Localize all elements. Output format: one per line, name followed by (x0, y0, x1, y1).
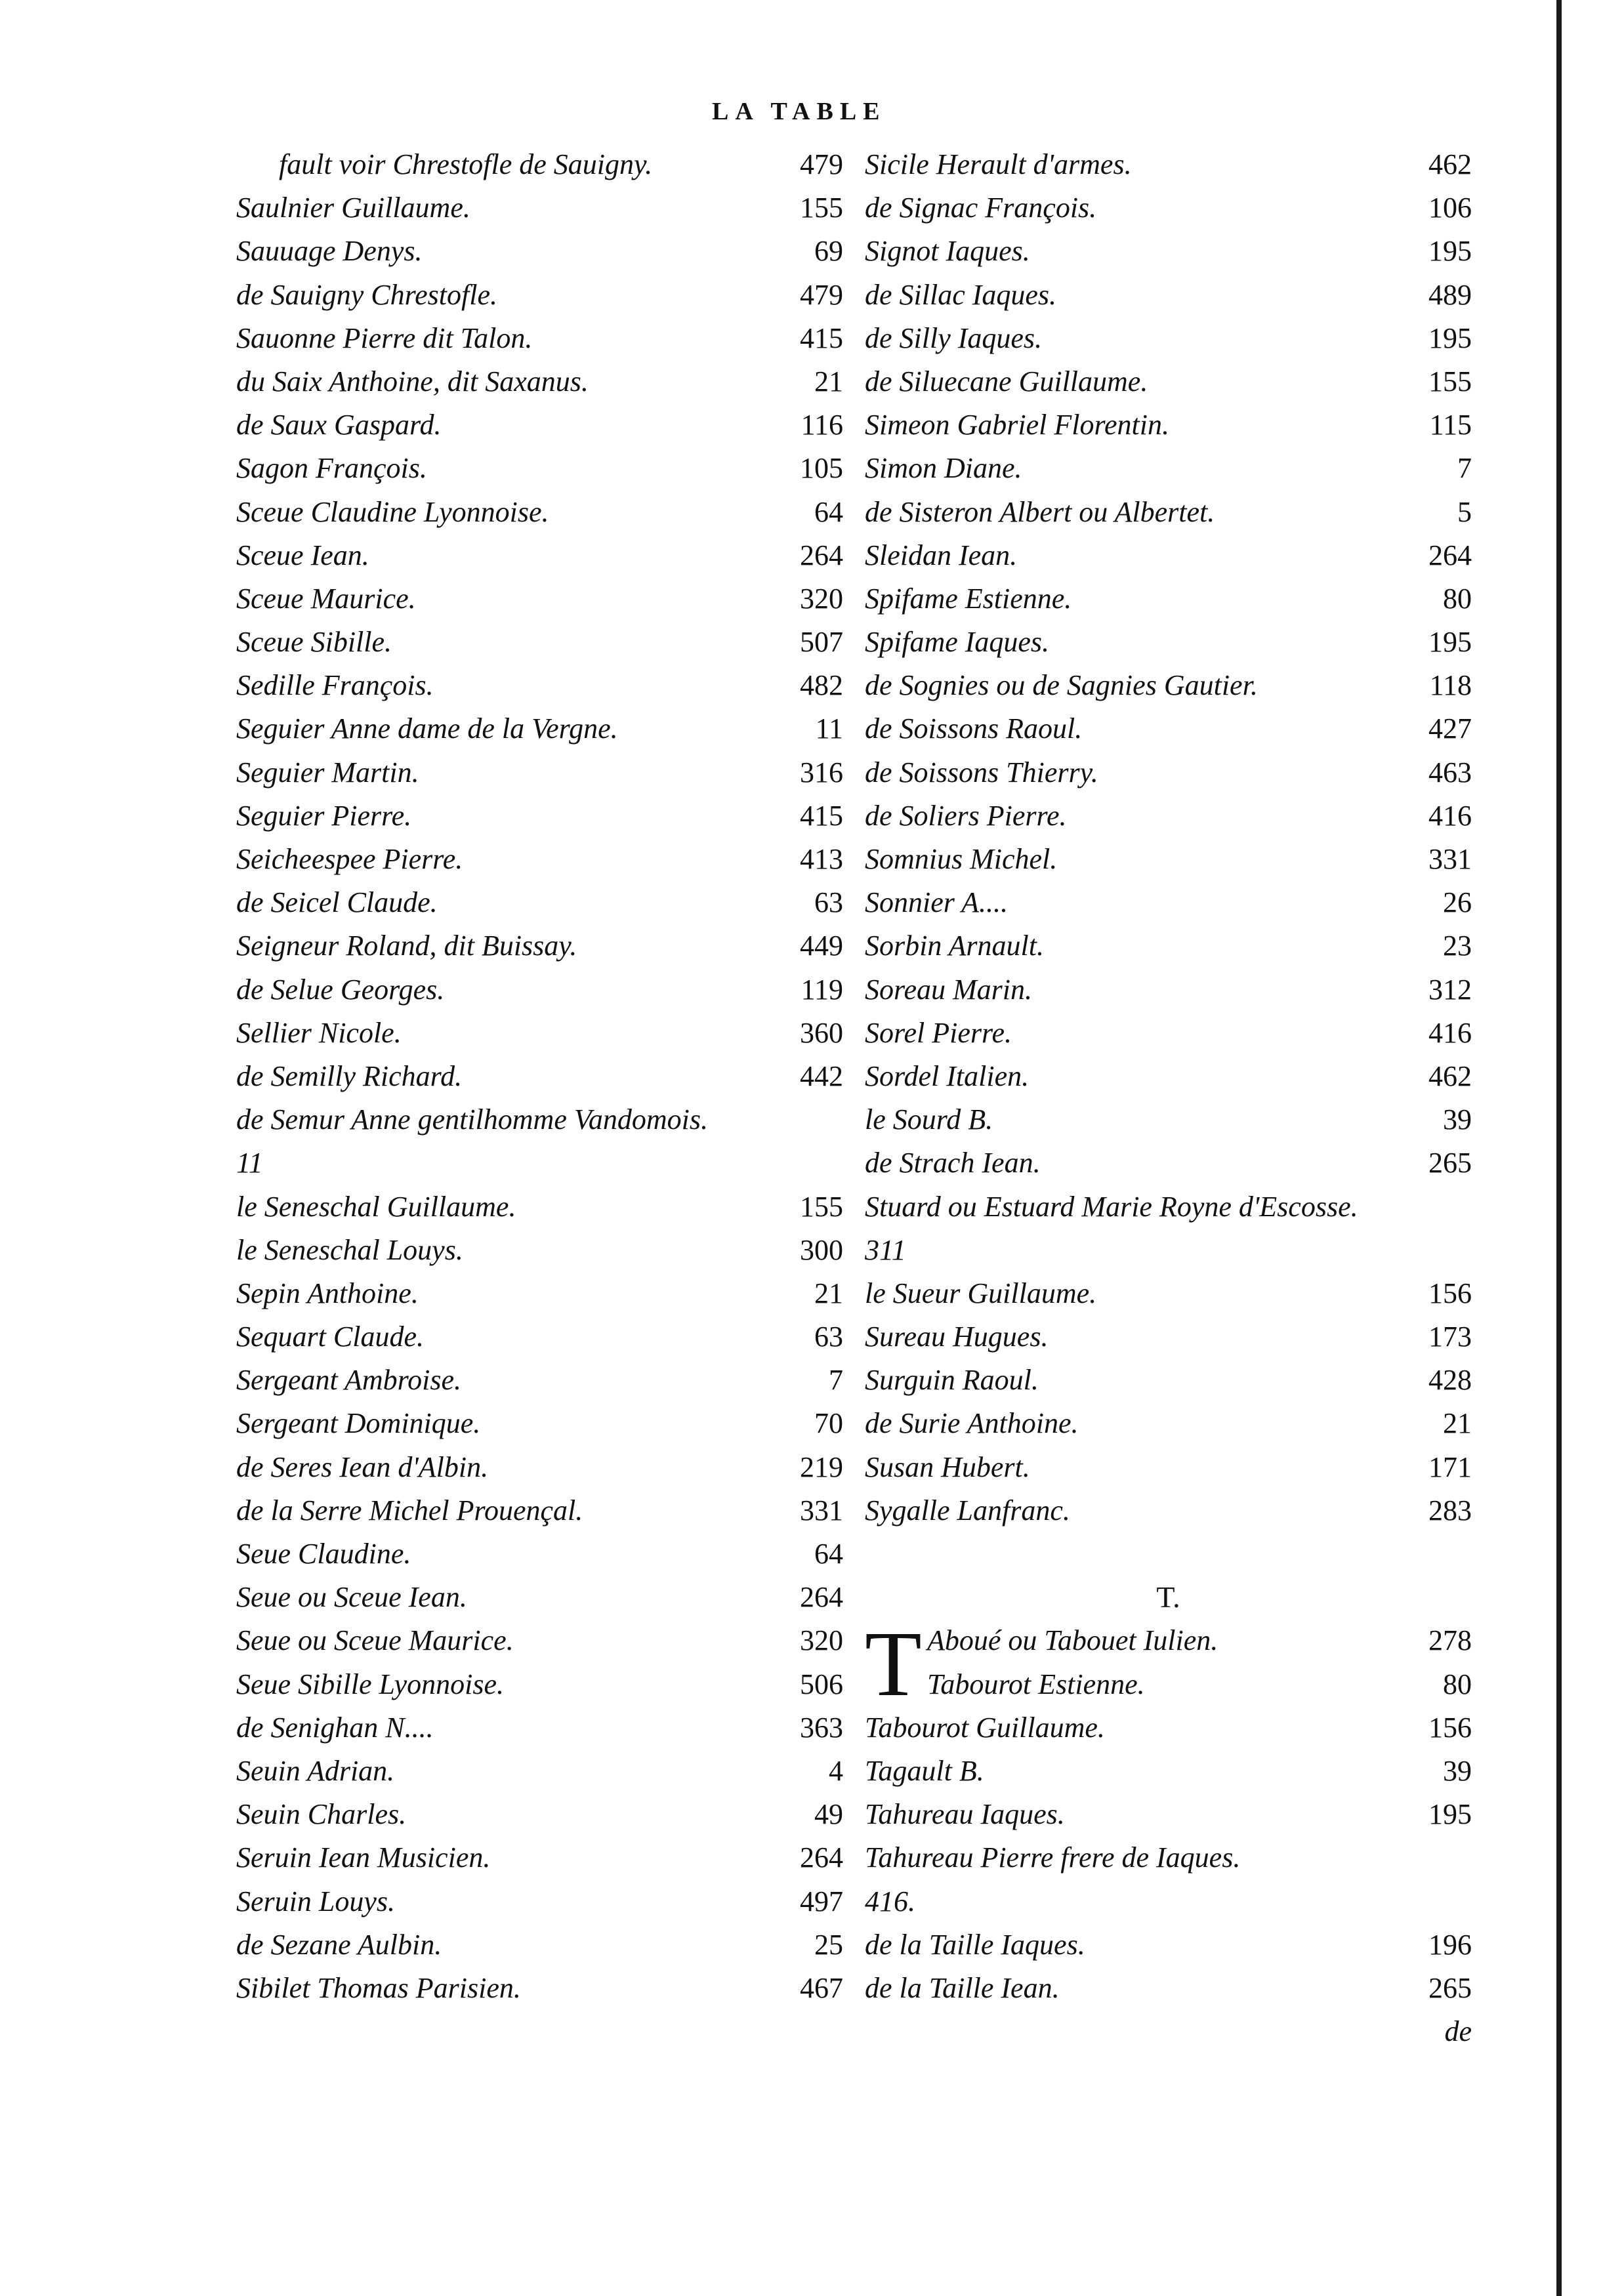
page-number: 413 (800, 843, 843, 875)
page-number: 265 (1428, 1971, 1472, 2004)
entry-name: le Sourd B. (865, 1103, 993, 1136)
blank-line (865, 1532, 1472, 1576)
page-number: 195 (1428, 1798, 1472, 1831)
entry-name: de Signac François. (865, 192, 1097, 224)
entry-name: de Sognies ou de Sagnies Gautier. (865, 669, 1258, 702)
entry-name: Sellier Nicole. (236, 1016, 402, 1049)
entry-name: Tagault B. (865, 1754, 984, 1787)
index-entry (865, 317, 1472, 360)
page-number: 264 (1428, 539, 1472, 571)
dropcap-block (865, 1612, 1472, 1716)
page-number: 21 (814, 365, 843, 398)
index-entry (236, 1055, 843, 1098)
index-entry (236, 1272, 843, 1315)
index-entry (865, 1750, 1472, 1793)
entry-name: 311 (865, 1233, 906, 1266)
index-entry (236, 1923, 843, 1967)
index-entry (865, 1793, 1472, 1836)
index-entry (236, 621, 843, 664)
page-number: 195 (1428, 321, 1472, 354)
page-number: 26 (1443, 886, 1472, 919)
index-entry (236, 1489, 843, 1532)
index-entry (236, 794, 843, 838)
index-entry (865, 1663, 1472, 1706)
entry-name: de Seicel Claude. (236, 886, 438, 919)
page-number: 80 (1443, 1668, 1472, 1700)
entry-name: Sergeant Ambroise. (236, 1364, 461, 1397)
entry-name: Tabourot Guillaume. (865, 1711, 1105, 1744)
entry-name: Stuard ou Estuard Marie Royne d'Escosse. (865, 1190, 1358, 1223)
page-number: 156 (1428, 1711, 1472, 1744)
entry-name: Simeon Gabriel Florentin. (865, 409, 1169, 441)
page-number: 360 (800, 1016, 843, 1049)
index-entry (236, 881, 843, 924)
entry-name: Sauuage Denys. (236, 235, 423, 268)
entry-name: Sygalle Lanfranc. (865, 1494, 1070, 1527)
entry-name: de Saux Gaspard. (236, 409, 442, 441)
entry-name: Seue Sibille Lyonnoise. (236, 1668, 505, 1700)
page-number: 283 (1428, 1494, 1472, 1527)
index-entry (865, 274, 1472, 317)
entry-name: Sepin Anthoine. (236, 1277, 419, 1309)
index-entry (236, 664, 843, 707)
index-entry (865, 403, 1472, 447)
index-entry (865, 230, 1472, 273)
entry-name: de Semur Anne gentilhomme Vandomois. (236, 1103, 708, 1136)
index-entry (865, 794, 1472, 838)
entry-name: de Sisteron Albert ou Albertet. (865, 495, 1215, 528)
page-number: 463 (1428, 756, 1472, 789)
entry-name: Sorbin Arnault. (865, 930, 1045, 962)
index-entry (865, 1967, 1472, 2010)
entry-name: Tabourot Estienne. (927, 1668, 1145, 1700)
entry-name: 11 (236, 1147, 263, 1179)
index-entry (236, 1185, 843, 1229)
page-number: 69 (814, 235, 843, 268)
index-entry (865, 1706, 1472, 1750)
page-number: 264 (800, 1841, 843, 1874)
page-number: 23 (1443, 930, 1472, 962)
index-entry (865, 1315, 1472, 1359)
page-number: 7 (1457, 452, 1472, 485)
page-number: 64 (814, 1538, 843, 1570)
entry-name: Seuin Charles. (236, 1798, 407, 1831)
page-number: 4 (829, 1754, 843, 1787)
index-entry (865, 1098, 1472, 1141)
left-index-column (236, 143, 843, 2010)
index-entry (236, 968, 843, 1012)
index-entry (236, 143, 843, 186)
page-number: 196 (1428, 1928, 1472, 1961)
index-entry (236, 1880, 843, 1923)
section-letter-heading: T. (1156, 1580, 1180, 1614)
index-entry (865, 1619, 1472, 1662)
page-number: 155 (800, 192, 843, 224)
page-number: 70 (814, 1407, 843, 1440)
entry-name: de Soissons Raoul. (865, 712, 1083, 745)
entry-name: de Surie Anthoine. (865, 1407, 1079, 1440)
index-entry (236, 1446, 843, 1489)
entry-name: Sceue Iean. (236, 539, 369, 571)
page-number: 479 (800, 278, 843, 311)
page-number: 415 (800, 799, 843, 832)
page-number: 115 (1429, 409, 1472, 441)
entry-name: du Saix Anthoine, dit Saxanus. (236, 365, 589, 398)
page-number: 428 (1428, 1364, 1472, 1397)
page-number: 195 (1428, 626, 1472, 659)
index-entry (236, 1098, 843, 1141)
index-entry (236, 1532, 843, 1576)
catchword: de (1444, 2015, 1472, 2048)
entry-name: de Strach Iean. (865, 1147, 1041, 1179)
page-number: 264 (800, 539, 843, 571)
entry-name: Sordel Italien. (865, 1059, 1030, 1092)
index-entry (865, 707, 1472, 750)
page-number: 106 (1428, 192, 1472, 224)
index-entry (236, 1576, 843, 1619)
page-number: 467 (800, 1971, 843, 2004)
index-entry (236, 1967, 843, 2010)
page-number: 49 (814, 1798, 843, 1831)
index-entry (865, 664, 1472, 707)
page-number: 5 (1457, 495, 1472, 528)
page-number: 21 (1443, 1407, 1472, 1440)
entry-name: le Sueur Guillaume. (865, 1277, 1097, 1309)
page-number: 427 (1428, 712, 1472, 745)
entry-name: Aboué ou Tabouet Iulien. (927, 1624, 1218, 1657)
entry-name: Seigneur Roland, dit Buissay. (236, 930, 577, 962)
index-entry (236, 1663, 843, 1706)
entry-name: le Seneschal Guillaume. (236, 1190, 516, 1223)
index-entry (236, 838, 843, 881)
entry-name: Sleidan Iean. (865, 539, 1018, 571)
index-entry (865, 1272, 1472, 1315)
entry-name: de Senighan N.... (236, 1711, 434, 1744)
page-number: 489 (1428, 278, 1472, 311)
index-entry (236, 1619, 843, 1662)
page-number: 64 (814, 495, 843, 528)
entry-name: de la Taille Iean. (865, 1971, 1060, 2004)
index-entry (865, 1402, 1472, 1445)
entry-name: de la Taille Iaques. (865, 1928, 1085, 1961)
index-entry-continuation (865, 1880, 1472, 1923)
entry-name: de Soliers Pierre. (865, 799, 1067, 832)
entry-name: Soreau Marin. (865, 973, 1033, 1006)
entry-name: Seruin Louys. (236, 1885, 395, 1917)
page-number: 119 (801, 973, 843, 1006)
running-header: LA TABLE (712, 98, 886, 125)
index-entry (865, 1359, 1472, 1402)
entry-name: fault voir Chrestofle de Sauigny. (279, 148, 653, 180)
entry-name: Sibilet Thomas Parisien. (236, 1971, 521, 2004)
entry-name: Seue ou Sceue Maurice. (236, 1624, 514, 1657)
entry-name: Seuin Adrian. (236, 1754, 395, 1787)
entry-name: de Semilly Richard. (236, 1059, 463, 1092)
page-number: 331 (800, 1494, 843, 1527)
entry-name: 416. (865, 1885, 915, 1917)
index-entry (865, 881, 1472, 924)
entry-name: Sureau Hugues. (865, 1321, 1049, 1353)
entry-name: de Siluecane Guillaume. (865, 365, 1148, 398)
index-entry (865, 447, 1472, 490)
index-entry (236, 1012, 843, 1055)
entry-name: Seue Claudine. (236, 1538, 411, 1570)
entry-name: Seruin Iean Musicien. (236, 1841, 491, 1874)
index-entry (236, 403, 843, 447)
page-number: 219 (800, 1450, 843, 1483)
index-entry (865, 751, 1472, 794)
entry-name: Sagon François. (236, 452, 427, 485)
page-number: 39 (1443, 1754, 1472, 1787)
page-number: 320 (800, 582, 843, 615)
page-number: 320 (800, 1624, 843, 1657)
index-entry (236, 1359, 843, 1402)
entry-name: Sonnier A.... (865, 886, 1008, 919)
index-entry (236, 924, 843, 968)
page-number: 195 (1428, 235, 1472, 268)
page-number: 415 (800, 321, 843, 354)
page-number: 497 (800, 1885, 843, 1917)
index-entry (865, 1185, 1472, 1229)
page-number: 416 (1428, 1016, 1472, 1049)
entry-name: de Seres Iean d'Albin. (236, 1450, 489, 1483)
index-entry (865, 491, 1472, 534)
index-entry (236, 317, 843, 360)
page-number: 39 (1443, 1103, 1472, 1136)
entry-name: Seicheespee Pierre. (236, 843, 463, 875)
page-number: 506 (800, 1668, 843, 1700)
index-entry (236, 1315, 843, 1359)
page-number: 462 (1428, 148, 1472, 180)
entry-name: Seguier Anne dame de la Vergne. (236, 712, 618, 745)
index-entry (236, 1706, 843, 1750)
index-entry-continuation (236, 1141, 843, 1185)
index-entry (236, 1836, 843, 1879)
entry-name: Signot Iaques. (865, 235, 1030, 268)
page-number: 449 (800, 930, 843, 962)
index-entry (865, 577, 1472, 621)
index-entry (236, 707, 843, 750)
entry-name: Sceue Sibille. (236, 626, 392, 659)
entry-name: Tahureau Iaques. (865, 1798, 1065, 1831)
page-number: 80 (1443, 582, 1472, 615)
entry-name: Saulnier Guillaume. (236, 192, 470, 224)
page-number: 264 (800, 1581, 843, 1614)
entry-name: Seue ou Sceue Iean. (236, 1581, 467, 1614)
entry-name: Simon Diane. (865, 452, 1022, 485)
entry-name: Sequart Claude. (236, 1321, 424, 1353)
index-entry (236, 1229, 843, 1272)
index-entry (865, 1923, 1472, 1967)
entry-name: Sceue Maurice. (236, 582, 416, 615)
page-number: 479 (800, 148, 843, 180)
entry-name: Susan Hubert. (865, 1450, 1030, 1483)
page-number: 116 (801, 409, 843, 441)
page-number: 507 (800, 626, 843, 659)
index-entry (865, 534, 1472, 577)
page-number: 25 (814, 1928, 843, 1961)
index-entry (236, 1793, 843, 1836)
page-number: 442 (800, 1059, 843, 1092)
index-entry (865, 1836, 1472, 1879)
index-entry (865, 1012, 1472, 1055)
page-number: 312 (1428, 973, 1472, 1006)
entry-name: Somnius Michel. (865, 843, 1058, 875)
entry-name: Sceue Claudine Lyonnoise. (236, 495, 549, 528)
entry-name: Seguier Pierre. (236, 799, 412, 832)
index-entry (236, 491, 843, 534)
page-number: 300 (800, 1233, 843, 1266)
entry-name: Sergeant Dominique. (236, 1407, 481, 1440)
entry-name: Tahureau Pierre frere de Iaques. (865, 1841, 1241, 1874)
entry-name: Sicile Herault d'armes. (865, 148, 1132, 180)
entry-name: de la Serre Michel Prouençal. (236, 1494, 583, 1527)
right-index-column (865, 143, 1472, 2053)
entry-name: de Sezane Aulbin. (236, 1928, 442, 1961)
page-number: 265 (1428, 1147, 1472, 1179)
entry-name: Sedille François. (236, 669, 434, 702)
entry-name: de Soissons Thierry. (865, 756, 1098, 789)
index-entry (865, 143, 1472, 186)
index-entry (865, 838, 1472, 881)
entry-name: de Sauigny Chrestofle. (236, 278, 497, 311)
index-entry (865, 968, 1472, 1012)
entry-name: Spifame Estienne. (865, 582, 1072, 615)
index-entry (865, 1489, 1472, 1532)
page-number: 156 (1428, 1277, 1472, 1309)
page-number: 416 (1428, 799, 1472, 832)
index-entry (865, 1446, 1472, 1489)
page-number: 7 (829, 1364, 843, 1397)
index-entry (865, 1055, 1472, 1098)
page-number: 363 (800, 1711, 843, 1744)
index-entry (236, 1750, 843, 1793)
page-number: 155 (800, 1190, 843, 1223)
index-entry (236, 186, 843, 230)
page-number: 105 (800, 452, 843, 485)
page-number: 155 (1428, 365, 1472, 398)
page-number: 316 (800, 756, 843, 789)
page-edge-shadow (1556, 0, 1562, 2296)
page-number: 21 (814, 1277, 843, 1309)
catchword-line (865, 2010, 1472, 2053)
index-entry (865, 360, 1472, 403)
entry-name: Surguin Raoul. (865, 1364, 1039, 1397)
index-entry (236, 751, 843, 794)
index-entry (236, 447, 843, 490)
entry-name: Seguier Martin. (236, 756, 419, 789)
page-number: 278 (1428, 1624, 1472, 1657)
page-number: 173 (1428, 1321, 1472, 1353)
index-entry (236, 534, 843, 577)
page-number: 118 (1429, 669, 1472, 702)
entry-name: de Silly Iaques. (865, 321, 1043, 354)
entry-name: Spifame Iaques. (865, 626, 1050, 659)
page-number: 11 (815, 712, 843, 745)
index-entry (865, 621, 1472, 664)
page-number: 482 (800, 669, 843, 702)
index-entry (236, 360, 843, 403)
entry-name: Sorel Pierre. (865, 1016, 1012, 1049)
entry-name: Sauonne Pierre dit Talon. (236, 321, 533, 354)
index-entry (236, 230, 843, 273)
index-entry-continuation (865, 1229, 1472, 1272)
index-entry (236, 1402, 843, 1445)
index-entry (865, 924, 1472, 968)
page-number: 462 (1428, 1059, 1472, 1092)
entry-name: le Seneschal Louys. (236, 1233, 463, 1266)
page-number: 63 (814, 1321, 843, 1353)
page-number: 63 (814, 886, 843, 919)
page-number: 331 (1428, 843, 1472, 875)
drop-capital: T (865, 1612, 922, 1716)
index-entry (865, 1141, 1472, 1185)
index-entry (865, 186, 1472, 230)
entry-name: de Sillac Iaques. (865, 278, 1057, 311)
page-number: 171 (1428, 1450, 1472, 1483)
index-entry (236, 274, 843, 317)
entry-name: de Selue Georges. (236, 973, 445, 1006)
index-entry (236, 577, 843, 621)
